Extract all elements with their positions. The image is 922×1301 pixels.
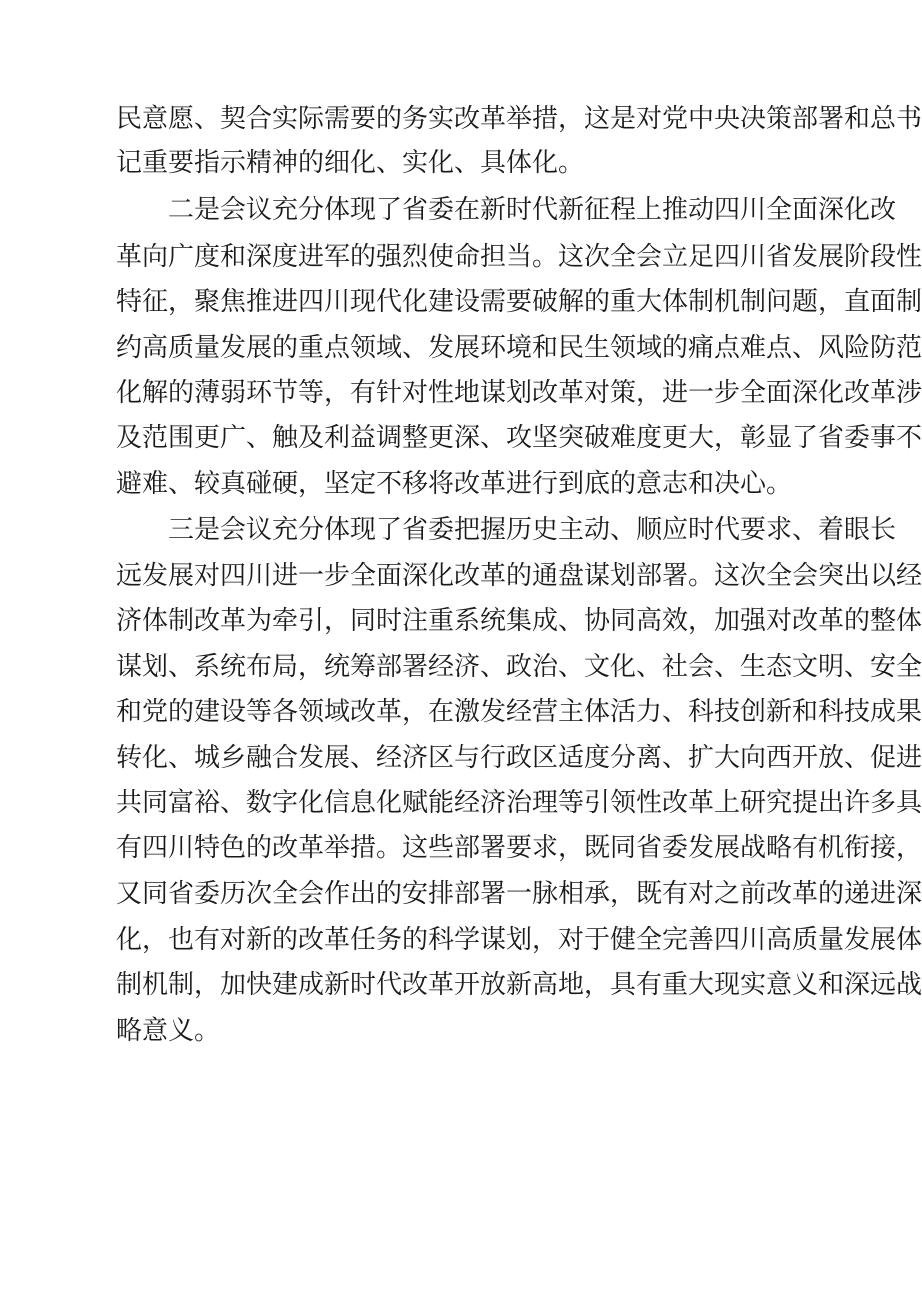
text-line: 济体制改革为牵引，同时注重系统集成、协同高效，加强对改革的整体 <box>116 606 922 636</box>
text-line: 约高质量发展的重点领域、发展环境和民生领域的痛点难点、风险防范 <box>116 333 922 363</box>
text-line: 和党的建设等各领域改革，在激发经营主体活力、科技创新和科技成果 <box>116 697 922 727</box>
text-line: 特征，聚焦推进四川现代化建设需要破解的重大体制机制问题，直面制 <box>116 287 922 317</box>
text-line: 共同富裕、数字化信息化赋能经济治理等引领性改革上研究提出许多具 <box>116 788 922 818</box>
text-line: 略意义。 <box>116 1016 221 1046</box>
text-line: 化解的薄弱环节等，有针对性地谋划改革对策，进一步全面深化改革涉 <box>116 378 922 408</box>
text-line: 转化、城乡融合发展、经济区与行政区适度分离、扩大向西开放、促进 <box>116 743 922 773</box>
text-line: 有四川特色的改革举措。这些部署要求，既同省委发展战略有机衔接， <box>116 833 922 863</box>
text-line: 革向广度和深度进军的强烈使命担当。这次全会立足四川省发展阶段性 <box>116 242 922 272</box>
text-line: 三是会议充分体现了省委把握历史主动、顺应时代要求、着眼长 <box>168 515 897 545</box>
text-line: 避难、较真碰硬，坚定不移将改革进行到底的意志和决心。 <box>116 469 793 499</box>
text-line: 化，也有对新的改革任务的科学谋划，对于健全完善四川高质量发展体 <box>116 925 922 955</box>
text-line: 谋划、系统布局，统筹部署经济、政治、文化、社会、生态文明、安全 <box>116 652 922 682</box>
text-line: 远发展对四川进一步全面深化改革的通盘谋划部署。这次全会突出以经 <box>116 561 922 591</box>
text-line: 制机制，加快建成新时代改革开放新高地，具有重大现实意义和深远战 <box>116 970 922 1000</box>
text-line: 又同省委历次全会作出的安排部署一脉相承，既有对之前改革的递进深 <box>116 879 922 909</box>
text-line: 民意愿、契合实际需要的务实改革举措，这是对党中央决策部署和总书 <box>116 104 922 134</box>
text-line: 及范围更广、触及利益调整更深、攻坚突破难度更大，彰显了省委事不 <box>116 423 922 453</box>
text-line: 二是会议充分体现了省委在新时代新征程上推动四川全面深化改 <box>168 195 897 225</box>
text-line: 记重要指示精神的细化、实化、具体化。 <box>116 148 585 178</box>
